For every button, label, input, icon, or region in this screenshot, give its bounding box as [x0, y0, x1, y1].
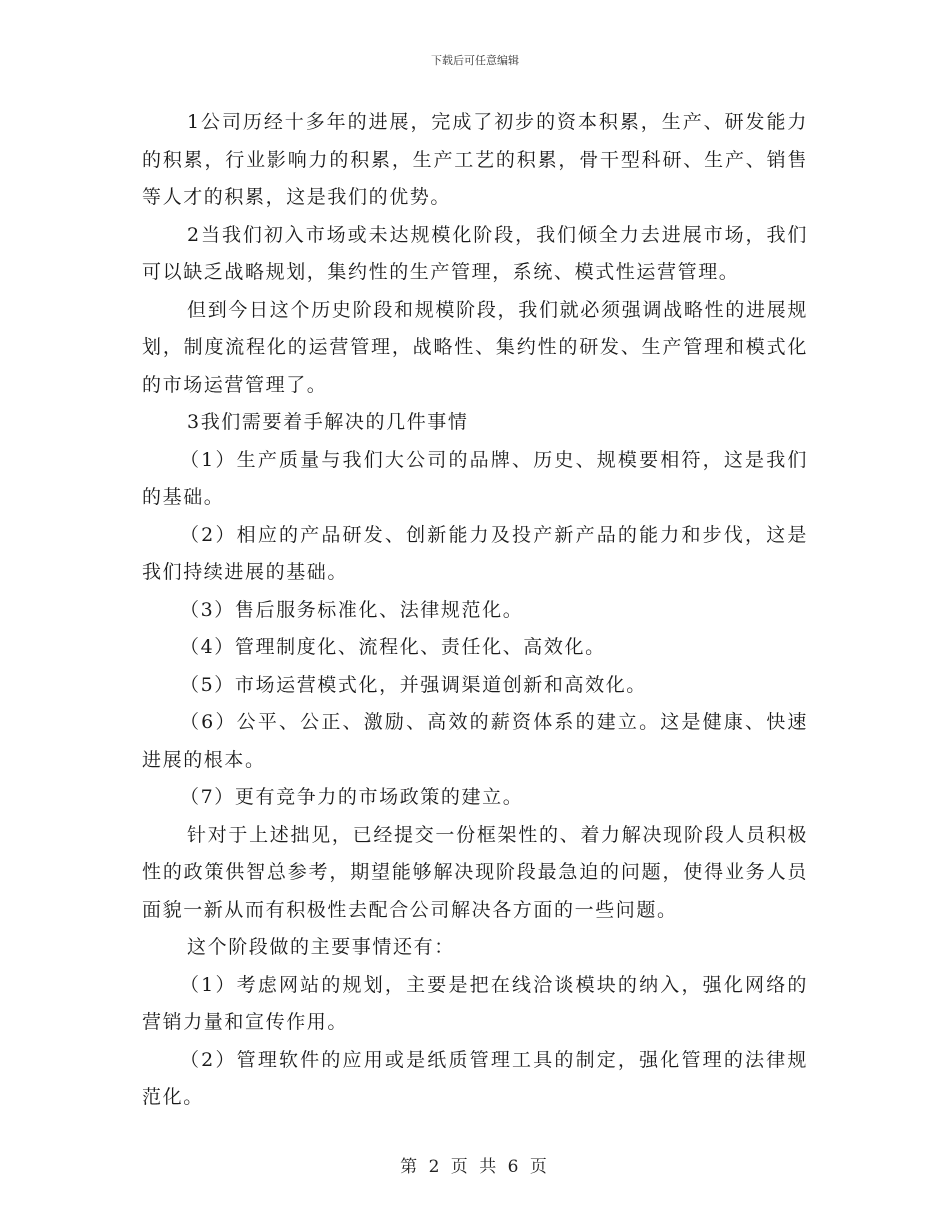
list-item-quality: （1）生产质量与我们大公司的品牌、历史、规模要相符，这是我们的基础。 [142, 448, 808, 508]
paragraph-current-stage: 但到今日这个历史阶段和规模阶段，我们就必须强调战略性的进展规划，制度流程化的运营管理，战略性、集约性的研发、生产管理和模式化的市场运营管理了。 [142, 298, 808, 396]
list-item-rnd: （2）相应的产品研发、创新能力及投产新产品的能力和步伐，这是我们持续进展的基础。 [142, 523, 808, 583]
page-number: 第 2 页 共 6 页 [400, 1157, 550, 1177]
list-item-software: （2）管理软件的应用或是纸质管理工具的制定，强化管理的法律规范化。 [142, 1048, 808, 1108]
list-item-website: （1）考虑网站的规划，主要是把在线洽谈模块的纳入，强化网络的营销力量和宣传作用。 [142, 973, 808, 1033]
list-item-after-sales: （3）售后服务标准化、法律规范化。 [180, 598, 524, 621]
list-item-management: （4）管理制度化、流程化、责任化、高效化。 [180, 636, 606, 658]
list-item-market-ops: （5）市场运营模式化，并强调渠道创新和高效化。 [180, 673, 647, 696]
paragraph-advantages: 1公司历经十多年的进展，完成了初步的资本积累，生产、研发能力的积累，行业影响力的积累，生产工艺的积累，骨干型科研、生产、销售等人才的积累，这是我们的优势。 [142, 111, 808, 208]
paragraph-early-stage: 2当我们初入市场或未达规模化阶段，我们倾全力去进展市场，我们可以缺乏战略规划，集约性的生产管理，系统、模式性运营管理。 [142, 223, 808, 283]
paragraph-other-tasks-heading: 这个阶段做的主要事情还有： [187, 936, 455, 958]
document-body [142, 104, 808, 1117]
paragraph-tasks-heading: 3我们需要着手解决的几件事情 [187, 411, 469, 433]
list-item-market-policy: （7）更有竞争力的市场政策的建立。 [180, 786, 524, 808]
page-header-note: 下载后可任意编辑 [431, 54, 519, 67]
paragraph-proposal: 针对于上述拙见，已经提交一份框架性的、着力解决现阶段人员积极性的政策供智总参考，期望能够解决现阶段最急迫的问题，使得业务人员面貌一新从而有积极性去配合公司解决各方面的一些问题。 [142, 823, 808, 921]
list-item-salary: （6）公平、公正、激励、高效的薪资体系的建立。这是健康、快速进展的根本。 [142, 711, 808, 771]
